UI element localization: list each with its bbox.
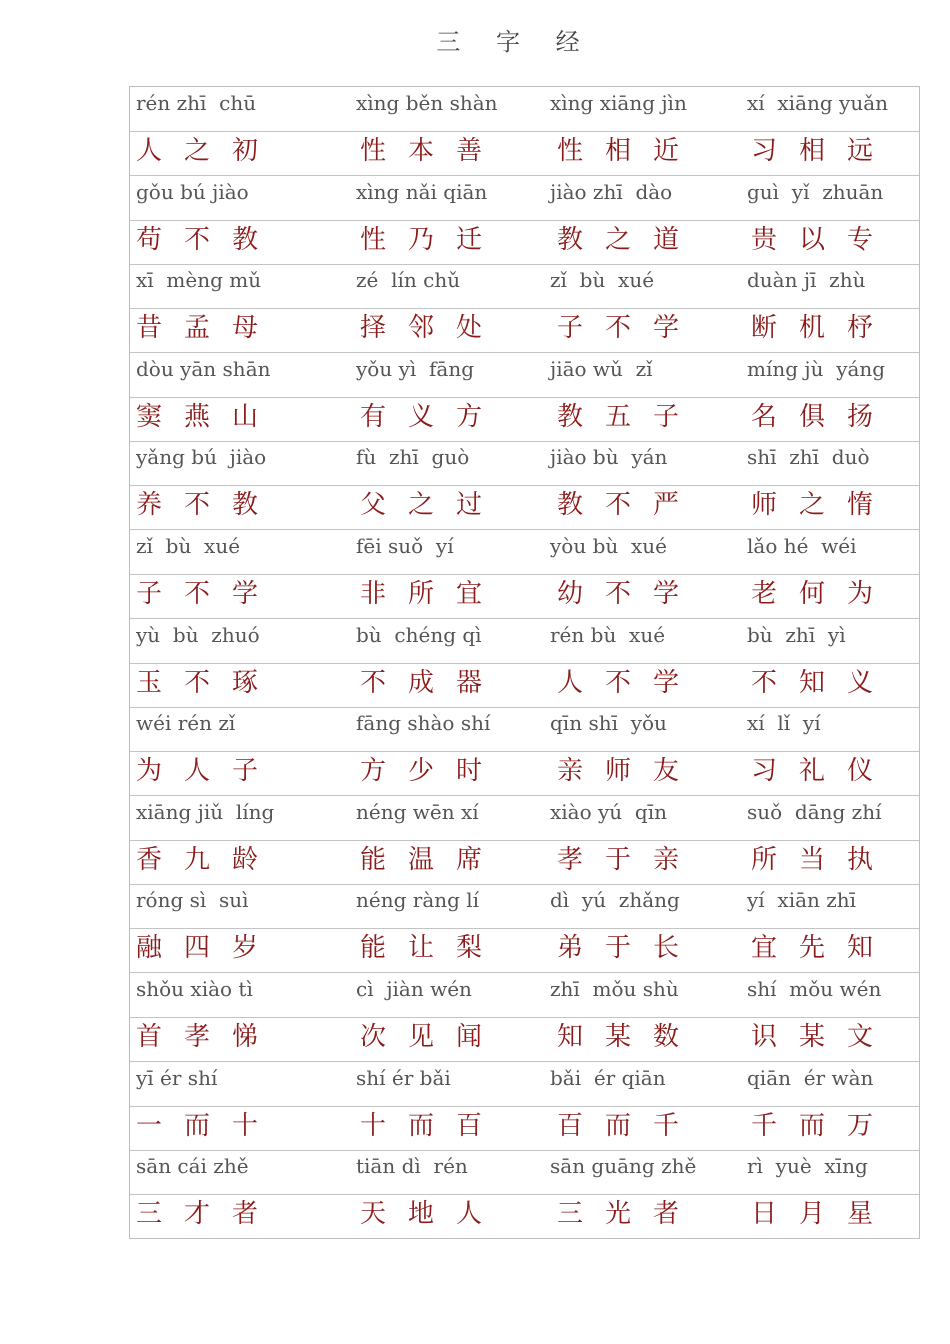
verse-row xyxy=(130,353,919,442)
pinyin-text: cì jiàn wén xyxy=(356,977,472,1001)
pinyin-text: xí lǐ yí xyxy=(747,711,821,736)
hanzi-text: 亲 师 友 xyxy=(557,756,680,787)
pinyin-text: xiāng jiǔ líng xyxy=(136,799,275,824)
hanzi-text: 幼 不 学 xyxy=(557,579,680,609)
pinyin-text: xí xiāng yuǎn xyxy=(747,91,889,115)
hanzi-text: 窦 燕 山 xyxy=(136,401,259,432)
verse-row xyxy=(130,619,919,708)
hanzi-text: 子 不 学 xyxy=(557,313,680,344)
pinyin-text: rì yuè xīng xyxy=(747,1154,868,1179)
pinyin-text: xìng xiāng jìn xyxy=(550,91,687,115)
pinyin-text: duàn jī zhù xyxy=(747,268,866,293)
pinyin-text: jiào bù yán xyxy=(550,445,668,470)
pinyin-text: fēi suǒ yí xyxy=(356,534,454,558)
pinyin-text: gǒu bú jiào xyxy=(136,179,249,204)
verse-row xyxy=(130,441,919,530)
pinyin-text: shǒu xiào tì xyxy=(136,977,253,1001)
pinyin-text: xī mèng mǔ xyxy=(136,268,262,293)
pinyin-text: rén zhī chū xyxy=(136,91,257,115)
pinyin-text: lǎo hé wéi xyxy=(747,534,857,558)
verse-row xyxy=(130,530,919,619)
pinyin-text: zhī mǒu shù xyxy=(550,977,679,1001)
pinyin-text: sān guāng zhě xyxy=(550,1154,697,1179)
hanzi-text: 非 所 宜 xyxy=(360,579,483,609)
hanzi-text: 宜 先 知 xyxy=(751,933,874,964)
hanzi-text: 苟 不 教 xyxy=(136,224,259,255)
hanzi-text: 能 让 梨 xyxy=(360,933,483,964)
pinyin-text: qiān ér wàn xyxy=(747,1065,874,1090)
hanzi-text: 千 而 万 xyxy=(751,1110,874,1141)
pinyin-text: yǎng bú jiào xyxy=(136,445,267,470)
verse-row xyxy=(130,884,919,973)
hanzi-text: 性 本 善 xyxy=(360,136,483,166)
pinyin-text: shī zhī duò xyxy=(747,445,870,470)
hanzi-text: 贵 以 专 xyxy=(751,224,874,255)
pinyin-text: míng jù yáng xyxy=(747,356,886,381)
hanzi-text: 为 人 子 xyxy=(136,756,259,787)
pinyin-text: wéi rén zǐ xyxy=(136,711,236,736)
pinyin-text: yī ér shí xyxy=(136,1065,218,1090)
pinyin-text: rén bù xué xyxy=(550,622,666,647)
hanzi-text: 方 少 时 xyxy=(360,756,483,787)
verse-row xyxy=(130,1150,919,1239)
hanzi-text: 子 不 学 xyxy=(136,579,259,609)
hanzi-text: 性 相 近 xyxy=(557,136,680,166)
hanzi-text: 三 才 者 xyxy=(136,1199,259,1230)
pinyin-text: sān cái zhě xyxy=(136,1154,249,1179)
pinyin-text: tiān dì rén xyxy=(356,1154,468,1179)
pinyin-text: yí xiān zhī xyxy=(747,888,857,913)
hanzi-text: 昔 孟 母 xyxy=(136,313,259,344)
hanzi-text: 习 礼 仪 xyxy=(751,756,874,787)
hanzi-text: 弟 于 长 xyxy=(557,933,680,964)
hanzi-text: 日 月 星 xyxy=(751,1199,874,1230)
verse-row xyxy=(130,707,919,796)
pinyin-text: dì yú zhǎng xyxy=(550,888,680,913)
hanzi-text: 养 不 教 xyxy=(136,490,259,521)
verse-row xyxy=(130,176,919,265)
verse-table xyxy=(129,86,920,1239)
hanzi-text: 教 不 严 xyxy=(557,490,680,521)
pinyin-text: xìng běn shàn xyxy=(356,91,498,115)
pinyin-text: guì yǐ zhuān xyxy=(747,179,884,204)
hanzi-text: 性 乃 迁 xyxy=(360,224,483,255)
hanzi-text: 首 孝 悌 xyxy=(136,1022,259,1052)
pinyin-text: zǐ bù xué xyxy=(550,268,655,293)
pinyin-text: néng wēn xí xyxy=(356,799,479,824)
pinyin-text: jiāo wǔ zǐ xyxy=(550,356,653,381)
hanzi-text: 所 当 执 xyxy=(751,844,874,875)
hanzi-text: 习 相 远 xyxy=(751,136,874,166)
pinyin-text: fù zhī guò xyxy=(356,445,470,470)
pinyin-text: shí ér bǎi xyxy=(356,1065,451,1090)
pinyin-text: dòu yān shān xyxy=(136,356,271,381)
hanzi-text: 断 机 杼 xyxy=(751,313,874,344)
verse-row xyxy=(130,264,919,353)
pinyin-text: shí mǒu wén xyxy=(747,977,882,1001)
hanzi-text: 玉 不 琢 xyxy=(136,667,259,698)
pinyin-text: bù chéng qì xyxy=(356,622,482,647)
verse-row xyxy=(130,87,919,176)
hanzi-text: 次 见 闻 xyxy=(360,1022,483,1052)
verse-row xyxy=(130,1062,919,1151)
pinyin-text: yǒu yì fāng xyxy=(356,356,474,381)
pinyin-text: yòu bù xué xyxy=(550,534,667,558)
verse-row xyxy=(130,973,919,1062)
hanzi-text: 教 之 道 xyxy=(557,224,680,255)
pinyin-text: xìng nǎi qiān xyxy=(356,179,488,204)
hanzi-text: 融 四 岁 xyxy=(136,933,259,964)
hanzi-text: 老 何 为 xyxy=(751,579,874,609)
pinyin-text: néng ràng lí xyxy=(356,888,480,913)
hanzi-text: 教 五 子 xyxy=(557,401,680,432)
page-title: 三 字 经 xyxy=(436,28,594,56)
verse-row xyxy=(130,796,919,885)
hanzi-text: 孝 于 亲 xyxy=(557,844,680,875)
hanzi-text: 识 某 文 xyxy=(751,1022,874,1052)
pinyin-text: yù bù zhuó xyxy=(136,622,260,647)
pinyin-text: qīn shī yǒu xyxy=(550,711,667,736)
hanzi-text: 名 俱 扬 xyxy=(751,401,874,432)
hanzi-text: 师 之 惰 xyxy=(751,490,874,521)
pinyin-text: jiào zhī dào xyxy=(550,179,673,204)
hanzi-text: 天 地 人 xyxy=(360,1199,483,1230)
hanzi-text: 百 而 千 xyxy=(557,1110,680,1141)
pinyin-text: zǐ bù xué xyxy=(136,534,241,558)
pinyin-text: bù zhī yì xyxy=(747,622,846,647)
hanzi-text: 三 光 者 xyxy=(557,1199,680,1230)
hanzi-text: 知 某 数 xyxy=(557,1022,680,1052)
hanzi-text: 择 邻 处 xyxy=(360,313,483,344)
pinyin-text: róng sì suì xyxy=(136,888,249,913)
hanzi-text: 人 不 学 xyxy=(557,667,680,698)
pinyin-text: bǎi ér qiān xyxy=(550,1065,666,1090)
hanzi-text: 父 之 过 xyxy=(360,490,483,521)
pinyin-text: zé lín chǔ xyxy=(356,268,461,293)
hanzi-text: 十 而 百 xyxy=(360,1110,483,1141)
hanzi-text: 不 知 义 xyxy=(751,667,874,698)
hanzi-text: 香 九 龄 xyxy=(136,844,259,875)
hanzi-text: 不 成 器 xyxy=(360,667,483,698)
hanzi-text: 有 义 方 xyxy=(360,401,483,432)
pinyin-text: fāng shào shí xyxy=(356,711,491,736)
pinyin-text: xiào yú qīn xyxy=(550,799,667,824)
hanzi-text: 一 而 十 xyxy=(136,1110,259,1141)
hanzi-text: 人 之 初 xyxy=(136,136,259,166)
hanzi-text: 能 温 席 xyxy=(360,844,483,875)
pinyin-text: suǒ dāng zhí xyxy=(747,799,882,824)
